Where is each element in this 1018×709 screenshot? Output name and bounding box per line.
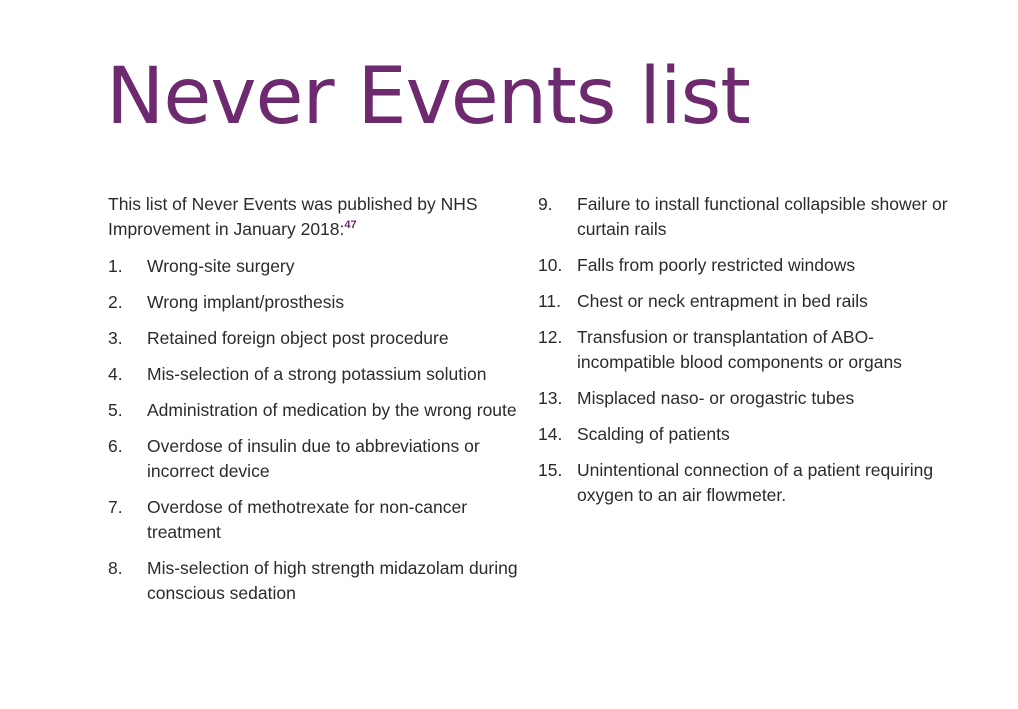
- list-item: [538, 289, 958, 314]
- list-item-number: 3.: [108, 328, 123, 348]
- list-item-number: 10.: [538, 255, 563, 275]
- list-item: [538, 253, 958, 278]
- page-title: Never Events list: [106, 52, 750, 142]
- list-item-number: 1.: [108, 256, 123, 276]
- list-item-text: Wrong implant/prosthesis: [147, 292, 345, 312]
- list-item-number: 9.: [538, 194, 553, 214]
- list-item-text: Administration of medication by the wrong route: [147, 400, 517, 420]
- list-item: [108, 290, 528, 315]
- right-column: [538, 192, 958, 519]
- list-item: [108, 362, 528, 387]
- list-item-number: 11.: [538, 291, 562, 311]
- list-item: [538, 325, 958, 375]
- list-item-text: Misplaced naso- or orogastric tubes: [577, 388, 855, 408]
- list-item-text: Failure to install functional collapsible shower or curtain rails: [577, 194, 948, 239]
- list-item: [108, 254, 528, 279]
- list-item-text: Chest or neck entrapment in bed rails: [577, 291, 868, 311]
- list-item: [538, 458, 958, 508]
- list-item-text: Retained foreign object post procedure: [147, 328, 449, 348]
- intro-paragraph: [108, 192, 528, 242]
- left-column: [108, 192, 528, 617]
- list-item-text: Wrong-site surgery: [147, 256, 295, 276]
- list-item-text: Transfusion or transplantation of ABO-incompatible blood components or organs: [577, 327, 902, 372]
- list-item: [538, 192, 958, 242]
- list-item-text: Mis-selection of high strength midazolam during conscious sedation: [147, 558, 518, 603]
- list-item: [108, 556, 528, 606]
- list-item-number: 12.: [538, 327, 563, 347]
- list-item-text: Unintentional connection of a patient requiring oxygen to an air flowmeter.: [577, 460, 934, 505]
- list-item-text: Overdose of methotrexate for non-cancer treatment: [147, 497, 468, 542]
- list-item-number: 7.: [108, 497, 123, 517]
- list-item-number: 13.: [538, 388, 563, 408]
- list-item-number: 4.: [108, 364, 123, 384]
- intro-text: This list of Never Events was published by NHS Improvement in January 2018:: [108, 194, 478, 239]
- list-item-number: 2.: [108, 292, 123, 312]
- list-item-number: 5.: [108, 400, 123, 420]
- list-item-number: 15.: [538, 460, 563, 480]
- list-item-text: Scalding of patients: [577, 424, 730, 444]
- list-item: [108, 434, 528, 484]
- footnote-reference: 47: [344, 219, 357, 232]
- list-item: [108, 495, 528, 545]
- list-item-text: Mis-selection of a strong potassium solution: [147, 364, 487, 384]
- list-item-text: Overdose of insulin due to abbreviations or incorrect device: [147, 436, 480, 481]
- list-item-text: Falls from poorly restricted windows: [577, 255, 856, 275]
- list-item-number: 14.: [538, 424, 563, 444]
- list-item-number: 6.: [108, 436, 123, 456]
- list-item: [108, 326, 528, 351]
- list-item: [108, 398, 528, 423]
- list-item: [538, 386, 958, 411]
- list-item-number: 8.: [108, 558, 123, 578]
- list-item: [538, 422, 958, 447]
